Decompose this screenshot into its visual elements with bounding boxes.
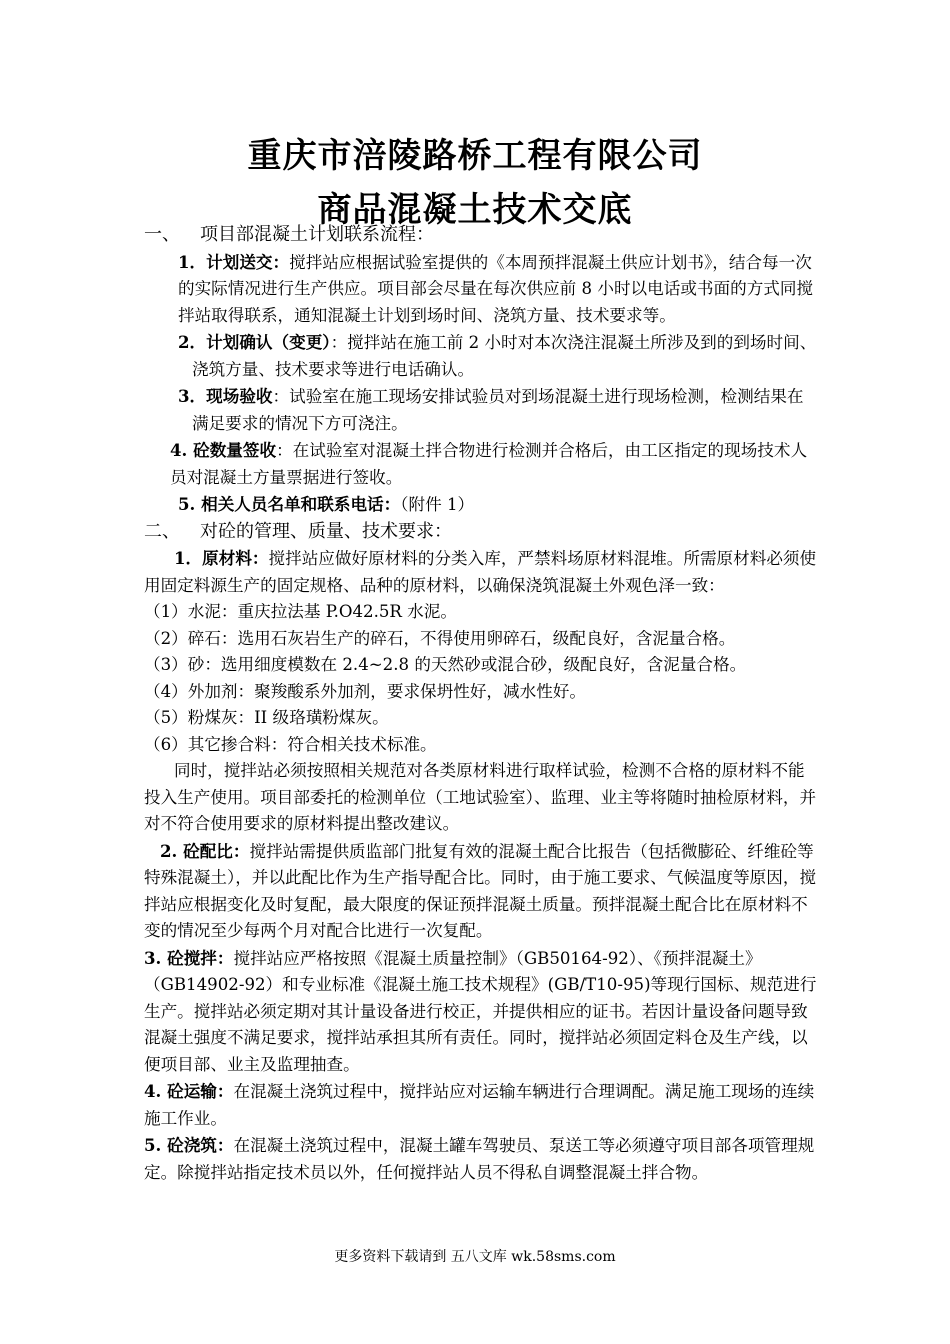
s2-para-4 bbox=[144, 1078, 820, 1132]
s1-item-4 bbox=[144, 437, 820, 491]
s1-item-2 bbox=[144, 329, 820, 383]
s2-para-5-label: 5. 砼浇筑： bbox=[144, 1135, 234, 1155]
s1-item-5 bbox=[144, 491, 820, 519]
s2-para-3 bbox=[144, 945, 820, 1079]
s2-para-1 bbox=[144, 545, 820, 599]
section1-number: 一、 bbox=[144, 224, 180, 245]
s2-para-1-label: 1．原材料： bbox=[174, 548, 269, 568]
s2-para-3-label: 3. 砼搅拌： bbox=[144, 947, 234, 968]
section2-heading-text: 对砼的管理、质量、技术要求： bbox=[200, 520, 452, 542]
material-3: （3）砂：选用细度模数在 2.4~2.8 的天然砂或混合砂，级配良好，含泥量合格。 bbox=[144, 655, 747, 674]
s2-para-5-text: 在混凝土浇筑过程中，混凝土罐车驾驶员、泵送工等必须遵守项目部各项管理规定。除搅拌站指定技术员以外，任何搅拌站人员不得私自调整混凝土拌合物。 bbox=[144, 1136, 815, 1182]
s2-para-1-text: 搅拌站应做好原材料的分类入库，严禁料场原材料混堆。所需原材料必须使用固定料源生产的固定规格、品种的原材料，以确保浇筑混凝土外观色泽一致： bbox=[144, 549, 817, 595]
s1-item-2-text: ：搅拌站在施工前 2 小时对本次浇注混凝土所涉及到的到场时间、浇筑方量、技术要求等进行电话确认。 bbox=[192, 333, 817, 379]
s1-item-3-text: ：试验室在施工现场安排试验员对到场混凝土进行现场检测，检测结果在满足要求的情况下方可浇注。 bbox=[192, 387, 804, 433]
s2-para-1-extra: 同时，搅拌站必须按照相关规范对各类原材料进行取样试验，检测不合格的原材料不能投入生产使用。项目部委托的检测单位（工地试验室）、监理、业主等将随时抽检原材料，并对不符合使用要求的原材料提出整改建议。 bbox=[144, 761, 817, 833]
material-4: （4）外加剂：聚羧酸系外加剂，要求保坍性好，减水性好。 bbox=[144, 681, 586, 701]
s2-para-5 bbox=[144, 1132, 820, 1186]
s1-item-1-text: 搅拌站应根据试验室提供的《本周预拌混凝土供应计划书》，结合每一次的实际情况进行生产供应。项目部会尽量在每次供应前 8 小时以电话或书面的方式同搅拌站取得联系，通知混凝土计划到场时间、浇筑方量、技术要求等。 bbox=[178, 252, 814, 325]
s2-para-4-label: 4. 砼运输： bbox=[144, 1081, 234, 1101]
s1-item-5-text: （附件 1） bbox=[400, 495, 475, 514]
s2-para-4-text: 在混凝土浇筑过程中，搅拌站应对运输车辆进行合理调配。满足施工现场的连续施工作业。 bbox=[144, 1082, 815, 1128]
s1-item-5-label: 5. 相关人员名单和联系电话： bbox=[178, 494, 401, 514]
s1-item-1 bbox=[144, 249, 820, 330]
material-2: （2）碎石：选用石灰岩生产的碎石，不得使用卵碎石，级配良好，含泥量合格。 bbox=[144, 628, 736, 648]
material-1: （1）水泥：重庆拉法基 P.O42.5R 水泥。 bbox=[144, 602, 457, 621]
footer-link[interactable]: 更多资料下载请到 五八文库 wk.58sms.com bbox=[334, 1249, 616, 1265]
company-title: 重庆市涪陵路桥工程有限公司 bbox=[247, 136, 703, 176]
s2-para-2-label: 2. 砼配比： bbox=[160, 840, 250, 861]
s2-para-2 bbox=[144, 838, 820, 945]
section2-heading bbox=[144, 519, 820, 546]
section1-heading bbox=[144, 222, 820, 249]
s2-para-2-text: 搅拌站需提供质监部门批复有效的混凝土配合比报告（包括微膨砼、纤维砼等特殊混凝土），并以此配比作为生产指导配合比。同时，由于施工要求、气候温度等原因，搅拌站应根据变化及时复配，最大限度的保证预拌混凝土质量。预拌混凝土配合比在原材料不变的情况至少每两个月对配合比进行一次复配。 bbox=[144, 841, 817, 940]
s1-item-1-label: 1．计划送交： bbox=[178, 251, 290, 272]
material-6: （6）其它掺合料：符合相关技术标准。 bbox=[144, 734, 437, 754]
s1-item-3 bbox=[144, 383, 820, 437]
s1-item-3-label: 3．现场验收 bbox=[178, 386, 273, 406]
section2-number: 二、 bbox=[144, 520, 180, 542]
section1-heading-text: 项目部混凝土计划联系流程： bbox=[200, 224, 434, 245]
document-body bbox=[144, 222, 820, 1186]
s2-para-3-text: 搅拌站应严格按照《混凝土质量控制》（GB50164-92）、《预拌混凝土》（GB14902-92）和专业标准《混凝土施工技术规程》(GB/T10-95)等现行国标、规范进行生产。搅拌站必须定期对其计量设备进行校正，并提供相应的证书。若因计量设备问题导致混凝土强度不满足要求，搅拌站承担其所有责任。同时，搅拌站必须固定料仓及生产线，以便项目部、业主及监理抽查。 bbox=[144, 948, 817, 1074]
material-5: （5）粉煤灰：II 级珞璜粉煤灰。 bbox=[144, 708, 389, 727]
s1-item-2-label: 2．计划确认（变更） bbox=[178, 332, 331, 352]
s1-item-4-text: ：在试验室对混凝土拌合物进行检测并合格后，由工区指定的现场技术人员对混凝土方量票据进行签收。 bbox=[170, 441, 808, 487]
document-title: 商品混凝土技术交底 bbox=[317, 190, 633, 230]
s1-item-4-label: 4. 砼数量签收 bbox=[170, 440, 277, 460]
